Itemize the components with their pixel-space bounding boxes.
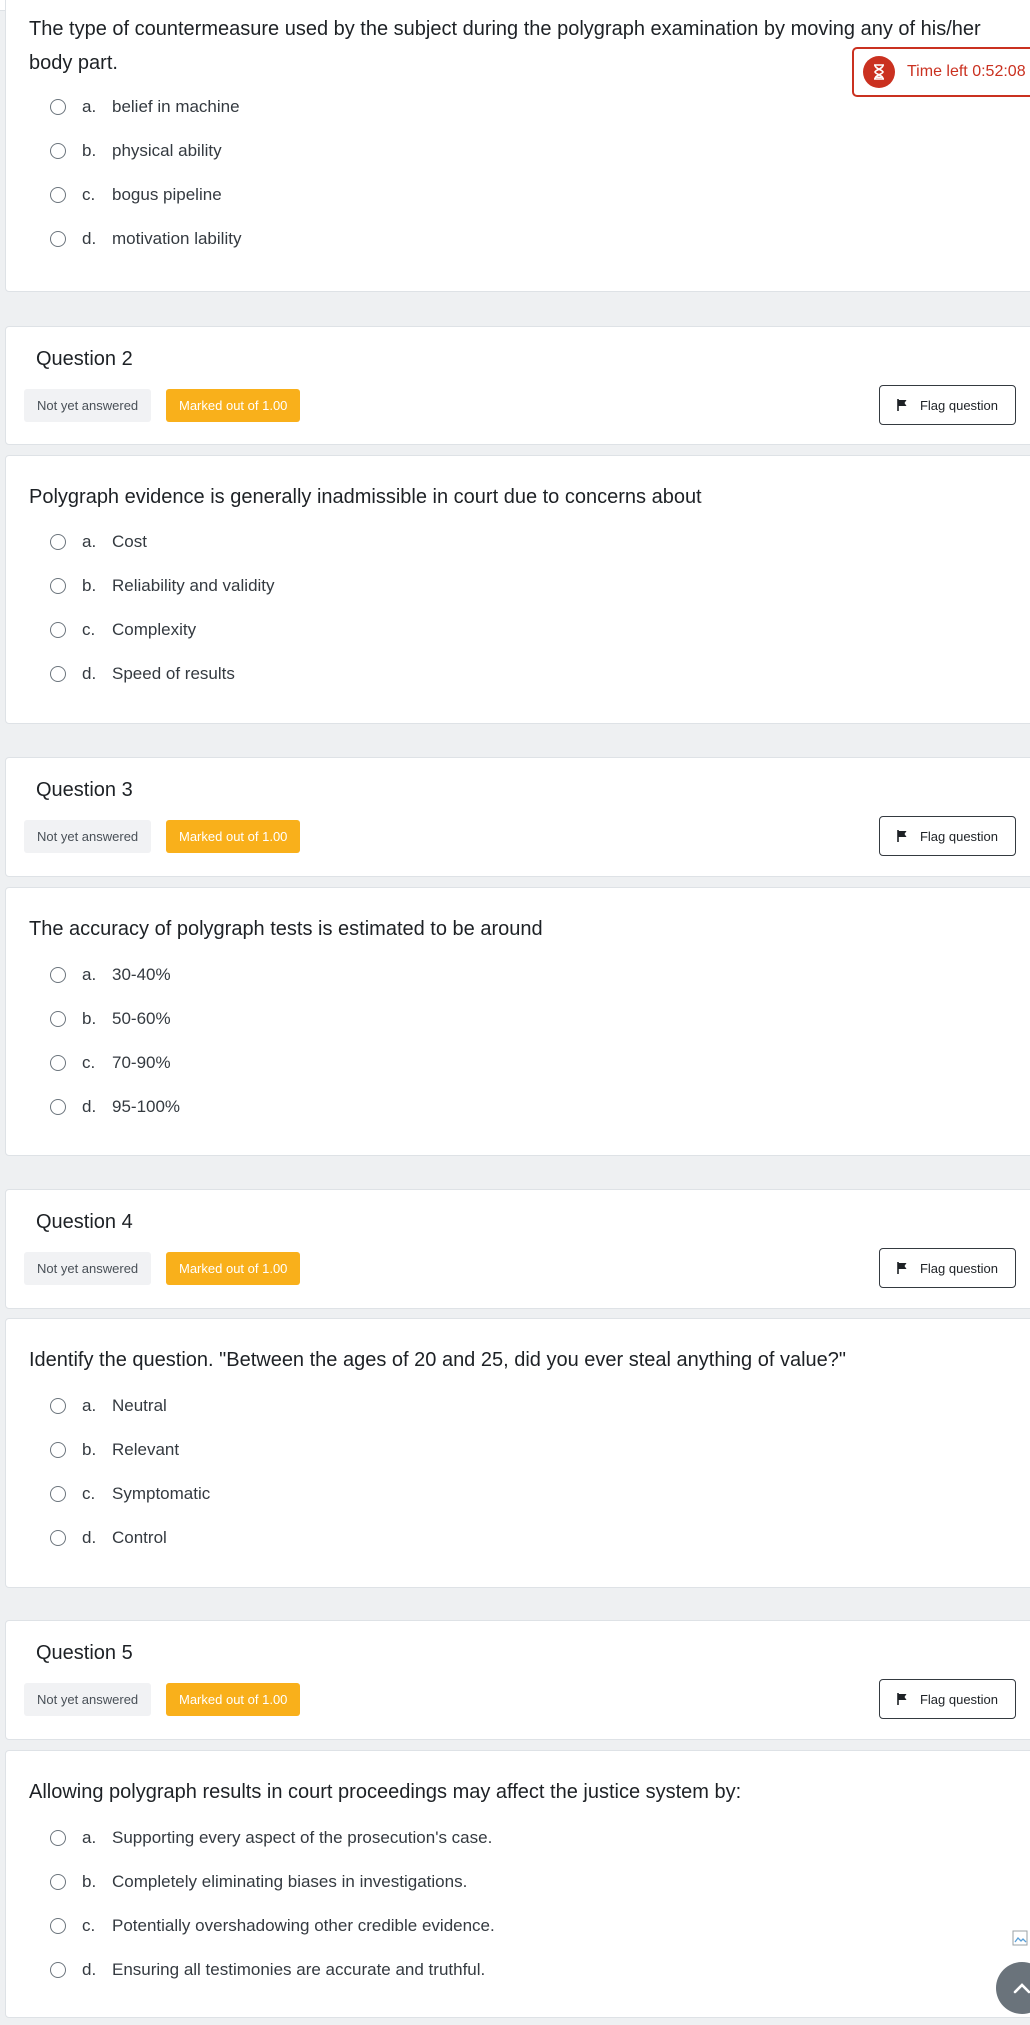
radio-button[interactable] [50, 231, 66, 247]
option-letter: d. [82, 1528, 97, 1547]
option-label: physical ability [112, 141, 222, 160]
question-3-text: The accuracy of polygraph tests is estimated to be around [29, 918, 543, 940]
option-label: Reliability and validity [112, 576, 275, 595]
question-2-content [5, 455, 1030, 724]
option-label: Relevant [112, 1440, 180, 1459]
option-label: Control [112, 1528, 167, 1547]
radio-button[interactable] [50, 1918, 66, 1934]
question-title: Question 3 [36, 779, 133, 801]
option-letter: b. [82, 1009, 97, 1028]
option-label: bogus pipeline [112, 185, 222, 204]
marks-badge: Marked out of 1.00 [166, 820, 300, 853]
option-letter: c. [82, 1916, 96, 1935]
question-1-content [5, 0, 1030, 292]
option-letter: d. [82, 664, 97, 683]
question-3-info [5, 757, 1030, 877]
status-badge: Not yet answered [24, 389, 151, 422]
radio-button[interactable] [50, 1830, 66, 1846]
option-letter: c. [82, 620, 96, 639]
option-5a[interactable] [50, 1824, 492, 1852]
option-4c[interactable] [50, 1480, 210, 1508]
question-title: Question 2 [36, 348, 133, 370]
option-letter: b. [82, 141, 97, 160]
radio-button[interactable] [50, 1486, 66, 1502]
option-1b[interactable] [50, 137, 222, 165]
question-title: Question 4 [36, 1211, 133, 1233]
option-5b[interactable] [50, 1868, 467, 1896]
option-letter: c. [82, 1053, 96, 1072]
question-5-text: Allowing polygraph results in court proceedings may affect the justice system by: [29, 1781, 742, 1803]
marks-badge: Marked out of 1.00 [166, 389, 300, 422]
question-5-content [5, 1750, 1030, 2018]
option-letter: c. [82, 185, 96, 204]
question-title: Question 5 [36, 1642, 133, 1664]
radio-button[interactable] [50, 534, 66, 550]
radio-button[interactable] [50, 622, 66, 638]
radio-button[interactable] [50, 99, 66, 115]
option-letter: a. [82, 532, 97, 551]
option-label: 30-40% [112, 965, 171, 984]
flag-question-button[interactable] [879, 816, 1016, 856]
radio-button[interactable] [50, 1962, 66, 1978]
timer-value: 0:52:08 [972, 63, 1026, 80]
question-4-info [5, 1189, 1030, 1309]
radio-button[interactable] [50, 1011, 66, 1027]
flag-icon [897, 830, 908, 842]
radio-button[interactable] [50, 187, 66, 203]
option-1c[interactable] [50, 181, 222, 209]
question-5-info [5, 1620, 1030, 1740]
radio-button[interactable] [50, 1055, 66, 1071]
flag-icon [897, 1693, 908, 1705]
option-label: Ensuring all testimonies are accurate and truthful. [112, 1960, 486, 1979]
option-letter: a. [82, 1828, 97, 1847]
option-2c[interactable] [50, 616, 196, 644]
option-1a[interactable] [50, 93, 240, 121]
option-label: 95-100% [112, 1097, 181, 1116]
radio-button[interactable] [50, 967, 66, 983]
status-badge: Not yet answered [24, 1252, 151, 1285]
hourglass-icon [863, 56, 895, 88]
option-3c[interactable] [50, 1049, 171, 1077]
option-3d[interactable] [50, 1093, 180, 1121]
question-2-text: Polygraph evidence is generally inadmissible in court due to concerns about [29, 486, 702, 508]
option-1d[interactable] [50, 225, 241, 253]
radio-button[interactable] [50, 1530, 66, 1546]
radio-button[interactable] [50, 143, 66, 159]
option-label: Completely eliminating biases in investigations. [112, 1872, 468, 1891]
option-label: Complexity [112, 620, 197, 639]
status-badge: Not yet answered [24, 1683, 151, 1716]
option-letter: a. [82, 97, 97, 116]
option-letter: d. [82, 1960, 97, 1979]
option-3b[interactable] [50, 1005, 171, 1033]
option-label: belief in machine [112, 97, 240, 116]
option-4a[interactable] [50, 1392, 167, 1420]
option-2b[interactable] [50, 572, 275, 600]
option-letter: b. [82, 1440, 97, 1459]
option-5d[interactable] [50, 1956, 485, 1984]
option-label: Neutral [112, 1396, 167, 1415]
flag-question-button[interactable] [879, 1679, 1016, 1719]
chevron-up-icon [1013, 1982, 1030, 1994]
radio-button[interactable] [50, 1874, 66, 1890]
option-4d[interactable] [50, 1524, 167, 1552]
question-4-text: Identify the question. "Between the ages of 20 and 25, did you ever steal anything of value?" [29, 1349, 846, 1371]
flag-label: Flag question [919, 1691, 999, 1707]
option-label: Supporting every aspect of the prosecution's case. [112, 1828, 493, 1847]
status-badge: Not yet answered [24, 820, 151, 853]
flag-label: Flag question [919, 828, 999, 844]
option-letter: c. [82, 1484, 96, 1503]
option-letter: a. [82, 1396, 97, 1415]
flag-question-button[interactable] [879, 1248, 1016, 1288]
option-label: Potentially overshadowing other credible evidence. [112, 1916, 495, 1935]
option-5c[interactable] [50, 1912, 495, 1940]
option-2d[interactable] [50, 660, 235, 688]
radio-button[interactable] [50, 1099, 66, 1115]
time-left-timer [852, 47, 1030, 97]
option-letter: d. [82, 229, 97, 248]
option-letter: b. [82, 576, 97, 595]
option-4b[interactable] [50, 1436, 179, 1464]
option-label: Symptomatic [112, 1484, 211, 1503]
option-label: Cost [112, 532, 147, 551]
option-3a[interactable] [50, 961, 171, 989]
question-4-content [5, 1318, 1030, 1588]
marks-badge: Marked out of 1.00 [166, 1252, 300, 1285]
radio-button[interactable] [50, 666, 66, 682]
question-1-text: The type of countermeasure used by the subject during the polygraph examination by moving any of his/her body part. [29, 18, 981, 74]
flag-icon [897, 399, 908, 411]
question-3-content [5, 887, 1030, 1156]
radio-button[interactable] [50, 1442, 66, 1458]
option-2a[interactable] [50, 528, 147, 556]
radio-button[interactable] [50, 1398, 66, 1414]
flag-label: Flag question [919, 1260, 999, 1276]
timer-label: Time left [907, 63, 968, 80]
option-label: 70-90% [112, 1053, 171, 1072]
flag-question-button[interactable] [879, 385, 1016, 425]
radio-button[interactable] [50, 578, 66, 594]
question-2-info [5, 326, 1030, 445]
option-letter: a. [82, 965, 97, 984]
option-letter: b. [82, 1872, 97, 1891]
flag-label: Flag question [919, 397, 999, 413]
broken-image-icon [1012, 1930, 1030, 1948]
flag-icon [897, 1262, 908, 1274]
option-label: motivation lability [112, 229, 242, 248]
option-letter: d. [82, 1097, 97, 1116]
option-label: 50-60% [112, 1009, 171, 1028]
marks-badge: Marked out of 1.00 [166, 1683, 300, 1716]
option-label: Speed of results [112, 664, 235, 683]
